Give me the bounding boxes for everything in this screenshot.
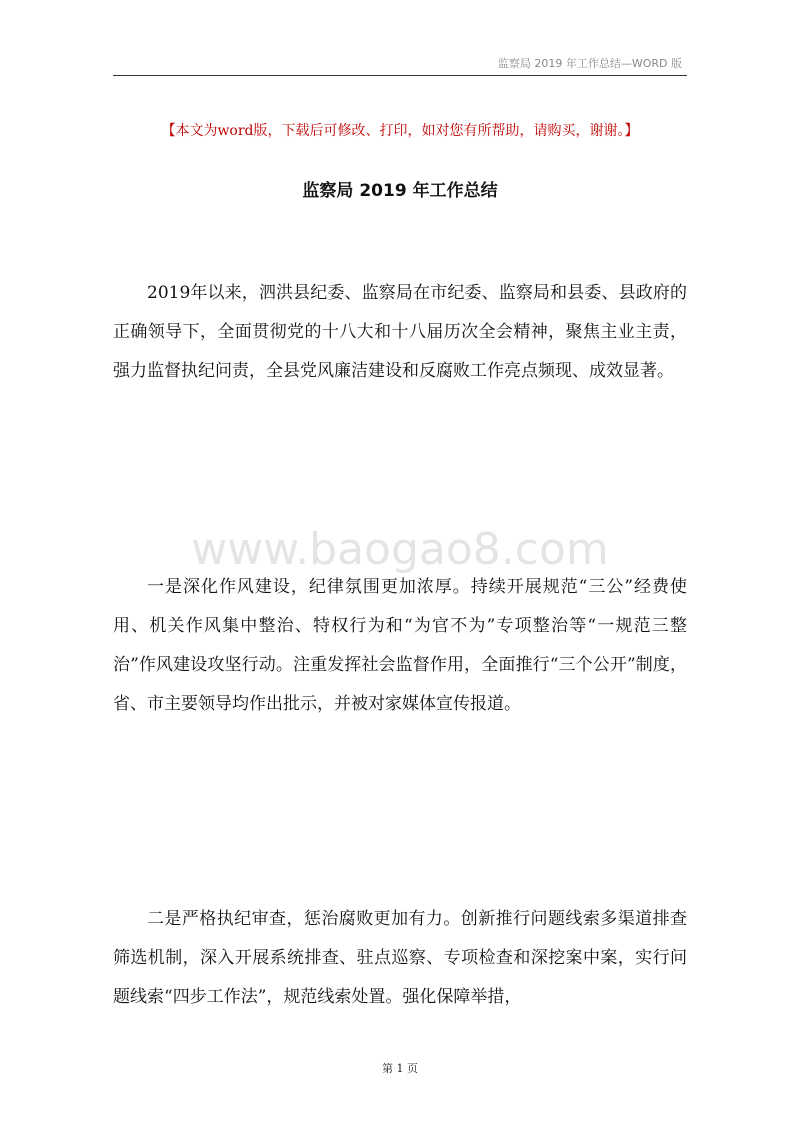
paragraph-discipline-review: 二是严格执纪审查，惩治腐败更加有力。创新推行问题线索多渠道排查筛选机制，深入开展系统排查、驻点巡察、专项检查和深挖案中案，实行问题线索“四步工作法”，规范线索处置。强化保障举措，	[113, 909, 687, 1007]
purchase-notice: 【本文为word版，下载后可修改、打印，如对您有所帮助，请购买，谢谢。】	[161, 123, 639, 139]
running-header: 监察局 2019 年工作总结—WORD 版	[497, 57, 682, 70]
site-watermark: www.baogao8.com	[191, 524, 609, 575]
page-number: 第 1 页	[382, 1062, 418, 1075]
header-divider	[113, 75, 687, 76]
paragraph-work-style: 一是深化作风建设，纪律氛围更加浓厚。持续开展规范“三公”经费使用、机关作风集中整治、特权行为和“为官不为”专项整治等“一规范三整治”作风建设攻坚行动。注重发挥社会监督作用，全面推行“三个公开”制度，省、市主要领导均作出批示，并被对家媒体宣传报道。	[113, 577, 687, 714]
document-title: 监察局 2019 年工作总结	[302, 181, 498, 201]
paragraph-intro: 2019年以来，泗洪县纪委、监察局在市纪委、监察局和县委、县政府的正确领导下，全面贯彻党的十八大和十八届历次全会精神，聚焦主业主责，强力监督执纪问责，全县党风廉洁建设和反腐败工作亮点频现、成效显著。	[113, 283, 687, 381]
